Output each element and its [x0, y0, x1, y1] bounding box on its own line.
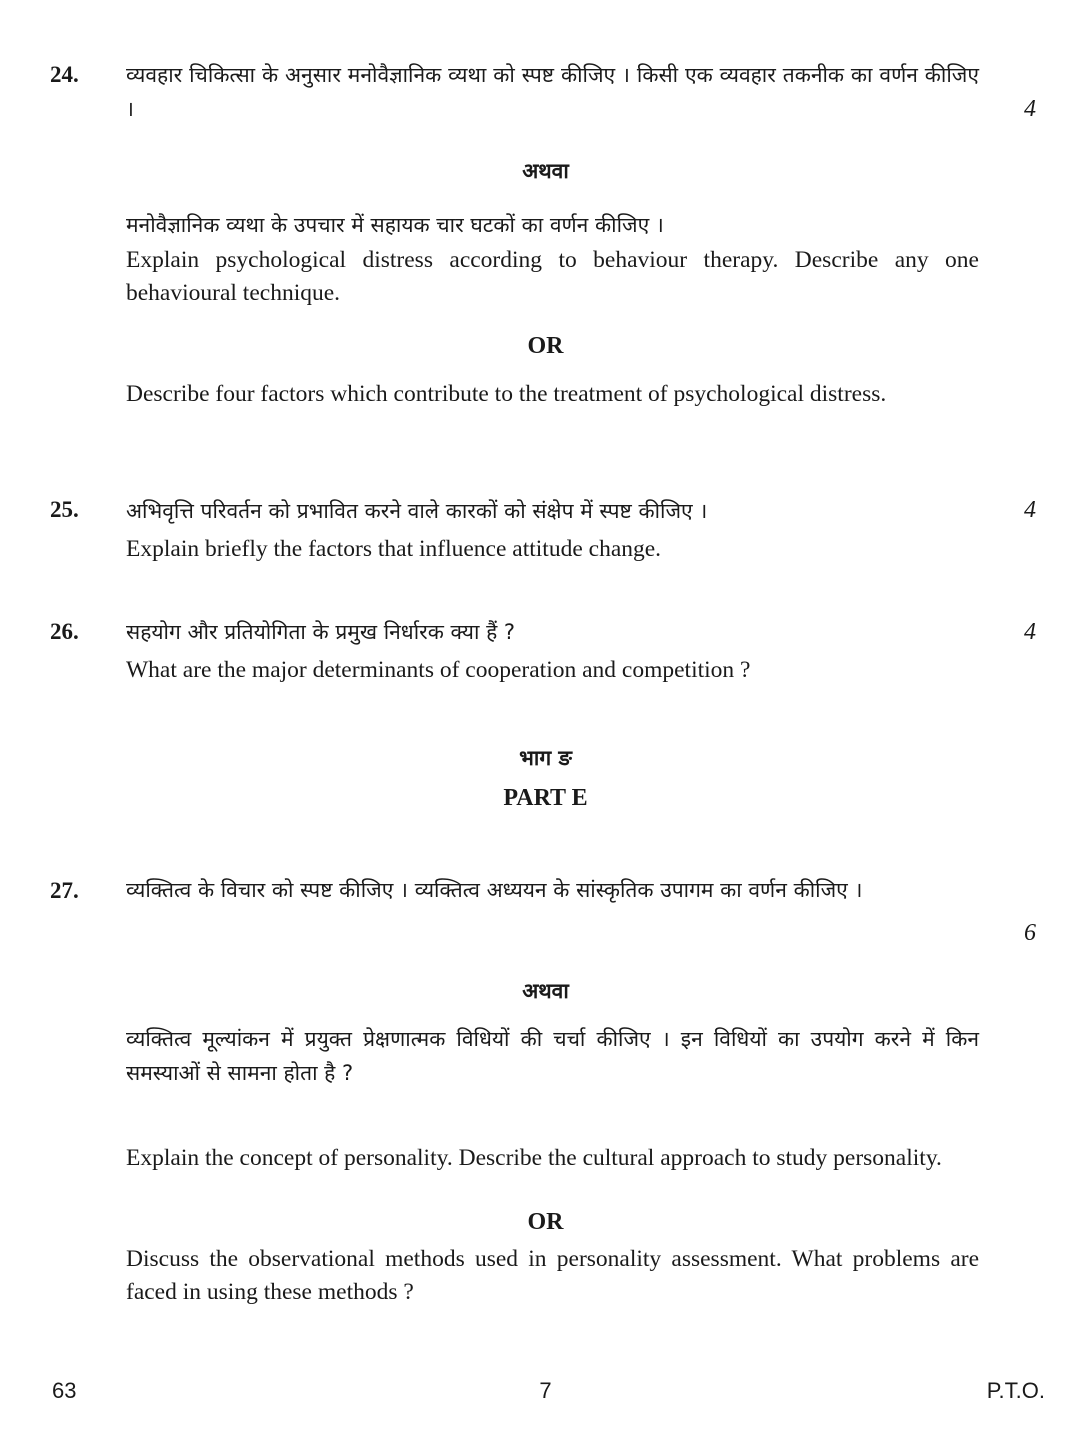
- question-text-english: Explain briefly the factors that influence attitude change.: [126, 536, 662, 562]
- question-text-english: Explain psychological distress according to behaviour therapy. Describe any one behavioural technique.: [126, 247, 979, 306]
- question-number: 27.: [50, 878, 79, 903]
- alternative-text-hindi: व्यक्तित्व मूल्यांकन में प्रयुक्त प्रेक्षणात्मक विधियों की चर्चा कीजिए । इन विधियों का उपयोग करने में किन समस्याओं से सामना होता है ?: [126, 1027, 979, 1085]
- question-text-hindi: अभिवृत्ति परिवर्तन को प्रभावित करने वाले कारकों को संक्षेप में स्पष्ट कीजिए ।: [126, 499, 708, 523]
- alternative-text-english: Describe four factors which contribute to the treatment of psychological distress.: [126, 381, 887, 407]
- question-number: 26.: [50, 619, 79, 644]
- question-marks: 4: [1024, 497, 1036, 523]
- alternative-text-hindi: मनोवैज्ञानिक व्यथा के उपचार में सहायक चार घटकों का वर्णन कीजिए ।: [126, 213, 664, 237]
- question-text-hindi: व्यवहार चिकित्सा के अनुसार मनोवैज्ञानिक व्यथा को स्पष्ट कीजिए । किसी एक व्यवहार तकनीक का वर्णन कीजिए ।: [126, 63, 979, 121]
- alternative-text-english: Discuss the observational methods used in personality assessment. What problems are faced in using these methods ?: [126, 1246, 979, 1305]
- question-number: 25.: [50, 497, 79, 522]
- or-separator-english: OR: [527, 1209, 564, 1235]
- question-marks: 6: [1024, 920, 1036, 946]
- question-marks: 4: [1024, 619, 1036, 645]
- part-heading-hindi: भाग ङ: [519, 746, 572, 770]
- question-number: 24.: [50, 62, 79, 87]
- page-number: 7: [539, 1378, 552, 1403]
- question-text-english: Explain the concept of personality. Describe the cultural approach to study personality.: [126, 1145, 942, 1171]
- please-turn-over: P.T.O.: [986, 1378, 1045, 1403]
- question-text-english: What are the major determinants of cooperation and competition ?: [126, 657, 751, 683]
- or-separator-hindi: अथवा: [522, 159, 569, 183]
- paper-code: 63: [52, 1378, 77, 1403]
- part-heading-english: PART E: [503, 785, 588, 811]
- or-separator-hindi: अथवा: [522, 979, 569, 1003]
- question-text-hindi: सहयोग और प्रतियोगिता के प्रमुख निर्धारक क्या हैं ?: [126, 620, 516, 644]
- question-marks: 4: [1024, 96, 1036, 122]
- or-separator-english: OR: [527, 333, 564, 359]
- question-text-hindi: व्यक्तित्व के विचार को स्पष्ट कीजिए । व्यक्तित्व अध्ययन के सांस्कृतिक उपागम का वर्णन कीजिए ।: [126, 878, 863, 902]
